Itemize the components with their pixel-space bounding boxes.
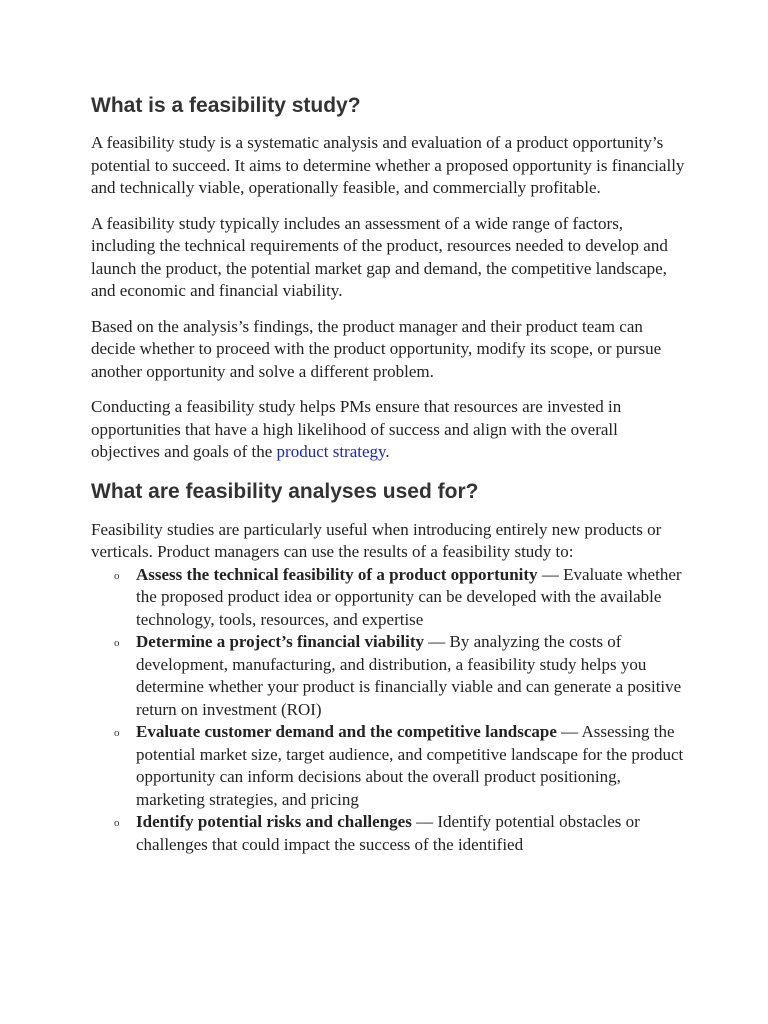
list-item-lead: Determine a project’s financial viability bbox=[136, 632, 425, 651]
list-item bbox=[114, 564, 691, 632]
paragraph-uses-intro: Feasibility studies are particularly useful when introducing entirely new products or verticals. Product managers can use the results of a feasibility study to: bbox=[91, 519, 662, 561]
list-item-body: — Assessing the potential market size, target audience, and competitive landscape for the product opportunity can inform decisions about the overall product positioning, marketing strategies, and pricing bbox=[136, 722, 684, 809]
list-item-body: — Evaluate whether the proposed product idea or opportunity can be developed with the available technology, tools, resources, and expertise bbox=[136, 564, 682, 629]
list-item bbox=[114, 811, 691, 856]
section-heading-feasibility-study: What is a feasibility study? bbox=[91, 94, 361, 117]
paragraph-assessment: A feasibility study typically includes an assessment of a wide range of factors, including the technical requirements of the product, resources needed to develop and launch the product, the potential market gap and demand, the competitive landscape, and economic and financial viability. bbox=[91, 213, 668, 300]
document-content bbox=[91, 92, 691, 856]
list-item-body: — By analyzing the costs of development, manufacturing, and distribution, a feasibility study helps you determine whether your product is financially viable and can generate a positive return on investment (ROI) bbox=[136, 632, 682, 719]
section-heading-uses: What are feasibility analyses used for? bbox=[91, 479, 479, 503]
paragraph-definition: A feasibility study is a systematic analysis and evaluation of a product opportunity’s potential to succeed. It aims to determine whether a proposed opportunity is financially and technically viable, operationally feasible, and commercially profitable. bbox=[91, 133, 685, 197]
bullet-circle-icon: o bbox=[114, 637, 120, 649]
paragraph-conducting-text: Conducting a feasibility study helps PMs ensure that resources are invested in opportunities that have a high likelihood of success and align with the overall objectives and goals of the bbox=[91, 397, 622, 461]
list-item-lead: Identify potential risks and challenges bbox=[136, 812, 412, 831]
list-item bbox=[114, 631, 691, 721]
list-item-lead: Evaluate customer demand and the competitive landscape bbox=[136, 722, 557, 741]
list-item-lead: Assess the technical feasibility of a product opportunity bbox=[136, 564, 538, 584]
bullet-circle-icon: o bbox=[114, 569, 120, 582]
paragraph-conducting bbox=[91, 396, 691, 464]
list-item-body: — Identify potential obstacles or challenges that could impact the success of the identified bbox=[136, 812, 640, 854]
uses-list bbox=[91, 564, 691, 857]
paragraph-conducting-end: . bbox=[385, 442, 390, 461]
bullet-circle-icon: o bbox=[114, 727, 120, 739]
paragraph-findings: Based on the analysis’s findings, the product manager and their product team can decide whether to proceed with the product opportunity, modify its scope, or pursue another opportunity and solve a different problem. bbox=[91, 316, 662, 381]
list-item bbox=[114, 721, 691, 811]
bullet-circle-icon: o bbox=[114, 817, 120, 829]
product-strategy-link[interactable]: product strategy bbox=[276, 442, 386, 461]
